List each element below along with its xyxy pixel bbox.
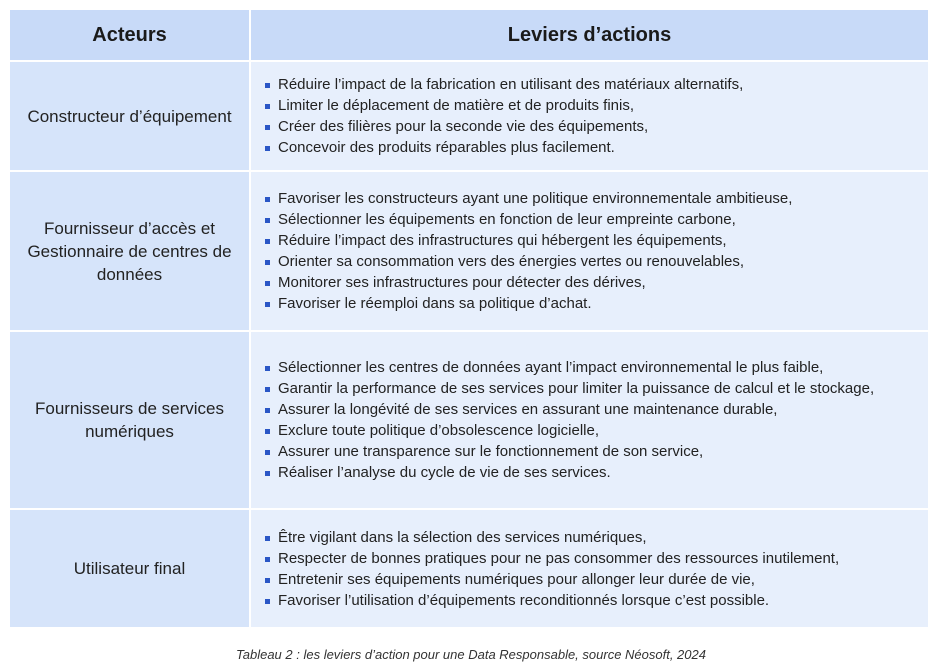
table-row — [10, 171, 928, 331]
list-item — [265, 357, 928, 378]
actor-cell: Utilisateur final — [10, 509, 250, 627]
levers-list — [251, 527, 928, 611]
list-item — [265, 527, 928, 548]
square-bullet-icon — [265, 239, 270, 244]
lever-text: Limiter le déplacement de matière et de produits finis, — [278, 97, 635, 114]
square-bullet-icon — [265, 366, 270, 371]
list-item — [265, 137, 928, 158]
actor-cell: Constructeur d’équipement — [10, 61, 250, 171]
lever-text: Garantir la performance de ses services pour limiter la puissance de calcul et le stockage, — [278, 380, 875, 397]
list-item — [265, 230, 928, 251]
levers-cell — [250, 331, 928, 509]
levers-cell — [250, 171, 928, 331]
levers-table-container — [10, 10, 928, 627]
lever-text: Réduire l’impact de la fabrication en utilisant des matériaux alternatifs, — [278, 76, 744, 93]
levers-list — [251, 74, 928, 158]
header-levers: Leviers d’actions — [250, 10, 928, 61]
square-bullet-icon — [265, 146, 270, 151]
lever-text: Sélectionner les centres de données ayant l’impact environnemental le plus faible, — [278, 359, 824, 376]
lever-text: Assurer la longévité de ses services en assurant une maintenance durable, — [278, 401, 778, 418]
list-item — [265, 209, 928, 230]
actor-cell: Fournisseurs de services numériques — [10, 331, 250, 509]
list-item — [265, 420, 928, 441]
square-bullet-icon — [265, 197, 270, 202]
square-bullet-icon — [265, 260, 270, 265]
square-bullet-icon — [265, 578, 270, 583]
lever-text: Sélectionner les équipements en fonction de leur empreinte carbone, — [278, 211, 736, 228]
list-item — [265, 569, 928, 590]
levers-list — [251, 357, 928, 483]
levers-cell — [250, 509, 928, 627]
levers-table — [10, 10, 928, 627]
list-item — [265, 378, 928, 399]
table-header-row — [10, 10, 928, 61]
header-actors: Acteurs — [10, 10, 250, 61]
square-bullet-icon — [265, 408, 270, 413]
square-bullet-icon — [265, 302, 270, 307]
table-row — [10, 331, 928, 509]
table-caption: Tableau 2 : les leviers d’action pour une Data Responsable, source Néosoft, 2024 — [236, 647, 706, 662]
lever-text: Réduire l’impact des infrastructures qui hébergent les équipements, — [278, 232, 727, 249]
list-item — [265, 399, 928, 420]
lever-text: Monitorer ses infrastructures pour détecter des dérives, — [278, 274, 646, 291]
list-item — [265, 462, 928, 483]
list-item — [265, 74, 928, 95]
lever-text: Assurer une transparence sur le fonctionnement de son service, — [278, 443, 704, 460]
table-row — [10, 509, 928, 627]
levers-cell — [250, 61, 928, 171]
square-bullet-icon — [265, 471, 270, 476]
list-item — [265, 272, 928, 293]
lever-text: Favoriser le réemploi dans sa politique d’achat. — [278, 295, 592, 312]
table-row — [10, 61, 928, 171]
square-bullet-icon — [265, 429, 270, 434]
square-bullet-icon — [265, 536, 270, 541]
levers-list — [251, 188, 928, 314]
square-bullet-icon — [265, 557, 270, 562]
lever-text: Respecter de bonnes pratiques pour ne pas consommer des ressources inutilement, — [278, 549, 840, 567]
lever-text: Entretenir ses équipements numériques pour allonger leur durée de vie, — [278, 570, 755, 588]
list-item — [265, 548, 928, 569]
square-bullet-icon — [265, 104, 270, 109]
lever-text: Exclure toute politique d’obsolescence logicielle, — [278, 422, 600, 439]
lever-text: Orienter sa consommation vers des énergies vertes ou renouvelables, — [278, 253, 745, 270]
lever-text: Réaliser l’analyse du cycle de vie de ses services. — [278, 464, 611, 481]
square-bullet-icon — [265, 281, 270, 286]
square-bullet-icon — [265, 450, 270, 455]
lever-text: Créer des filières pour la seconde vie des équipements, — [278, 118, 649, 135]
list-item — [265, 441, 928, 462]
list-item — [265, 95, 928, 116]
lever-text: Concevoir des produits réparables plus facilement. — [278, 139, 615, 156]
square-bullet-icon — [265, 387, 270, 392]
lever-text: Être vigilant dans la sélection des services numériques, — [278, 528, 647, 546]
list-item — [265, 590, 928, 611]
actor-cell: Fournisseur d’accès et Gestionnaire de centres de données — [10, 171, 250, 331]
list-item — [265, 293, 928, 314]
square-bullet-icon — [265, 218, 270, 223]
list-item — [265, 188, 928, 209]
lever-text: Favoriser l’utilisation d’équipements reconditionnés lorsque c’est possible. — [278, 591, 770, 609]
square-bullet-icon — [265, 599, 270, 604]
list-item — [265, 116, 928, 137]
square-bullet-icon — [265, 83, 270, 88]
list-item — [265, 251, 928, 272]
square-bullet-icon — [265, 125, 270, 130]
lever-text: Favoriser les constructeurs ayant une politique environnementale ambitieuse, — [278, 190, 793, 207]
